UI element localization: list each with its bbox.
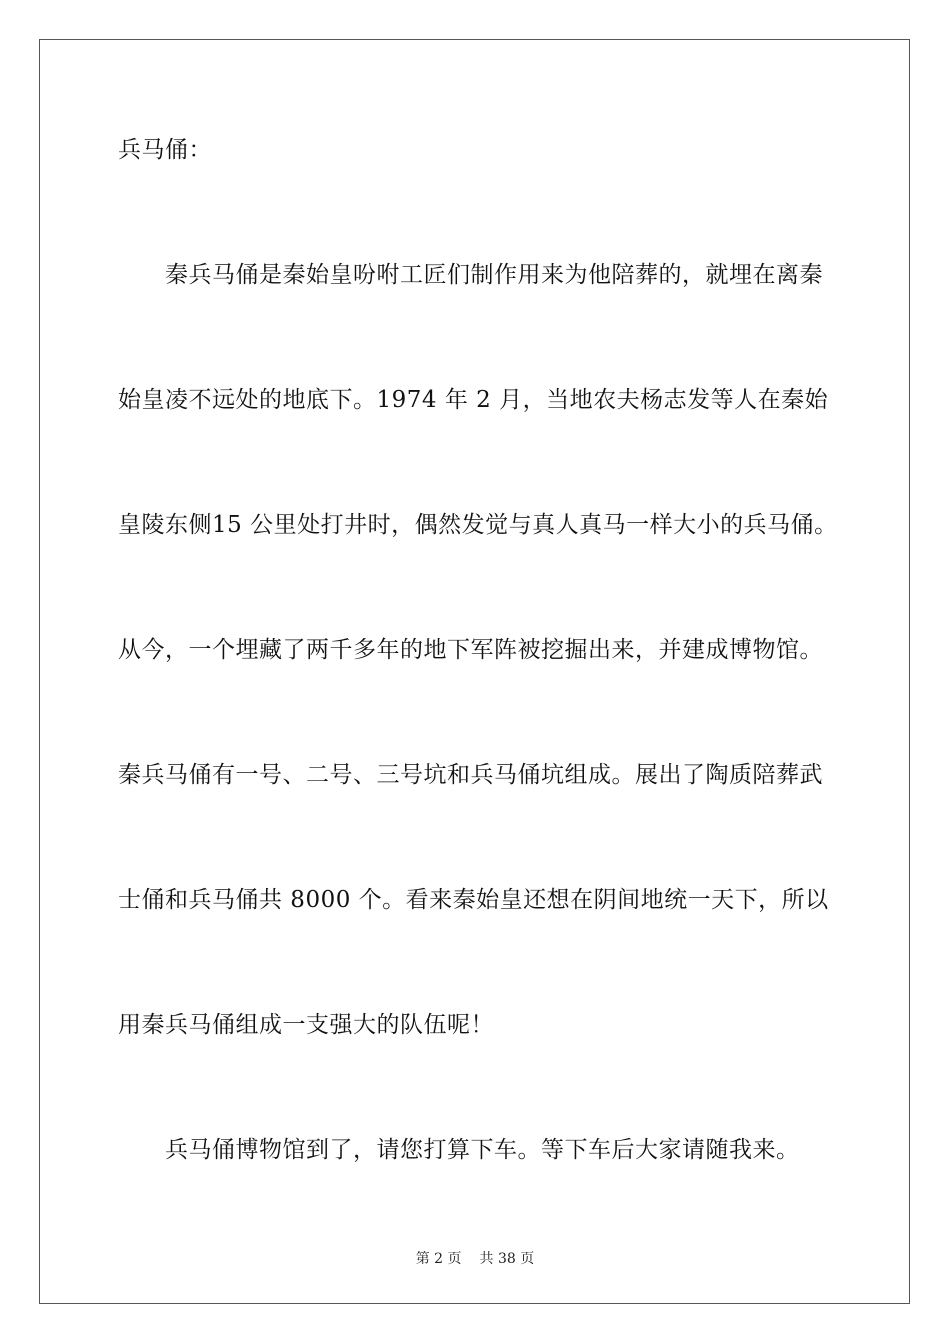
page-footer [0, 1248, 950, 1268]
paragraph-line: 秦兵马俑有一号、二号、三号坑和兵马俑坑组成。展出了陶质陪葬武 [118, 762, 823, 788]
heading-line: 兵马俑： [118, 137, 212, 163]
paragraph-line: 秦兵马俑是秦始皇吩咐工匠们制作用来为他陪葬的，就埋在离秦 [165, 262, 823, 288]
paragraph-line: 用秦兵马俑组成一支强大的队伍呢！ [118, 1012, 494, 1038]
paragraph-line: 兵马俑博物馆到了，请您打算下车。等下车后大家请随我来。 [165, 1137, 800, 1163]
page-frame [39, 39, 910, 1304]
paragraph-line: 士俑和兵马俑共 8000 个。看来秦始皇还想在阴间地统一天下，所以 [118, 887, 829, 913]
paragraph-line: 始皇凌不远处的地底下。1974 年 2 月，当地农夫杨志发等人在秦始 [118, 387, 829, 413]
paragraph-line: 从今，一个埋藏了两千多年的地下军阵被挖掘出来，并建成博物馆。 [118, 637, 823, 663]
page-number: 第 2 页 [415, 1251, 462, 1267]
paragraph-line: 皇陵东侧15 公里处打井时，偶然发觉与真人真马一样大小的兵马俑。 [118, 512, 838, 538]
page-total: 共 38 页 [479, 1251, 535, 1267]
